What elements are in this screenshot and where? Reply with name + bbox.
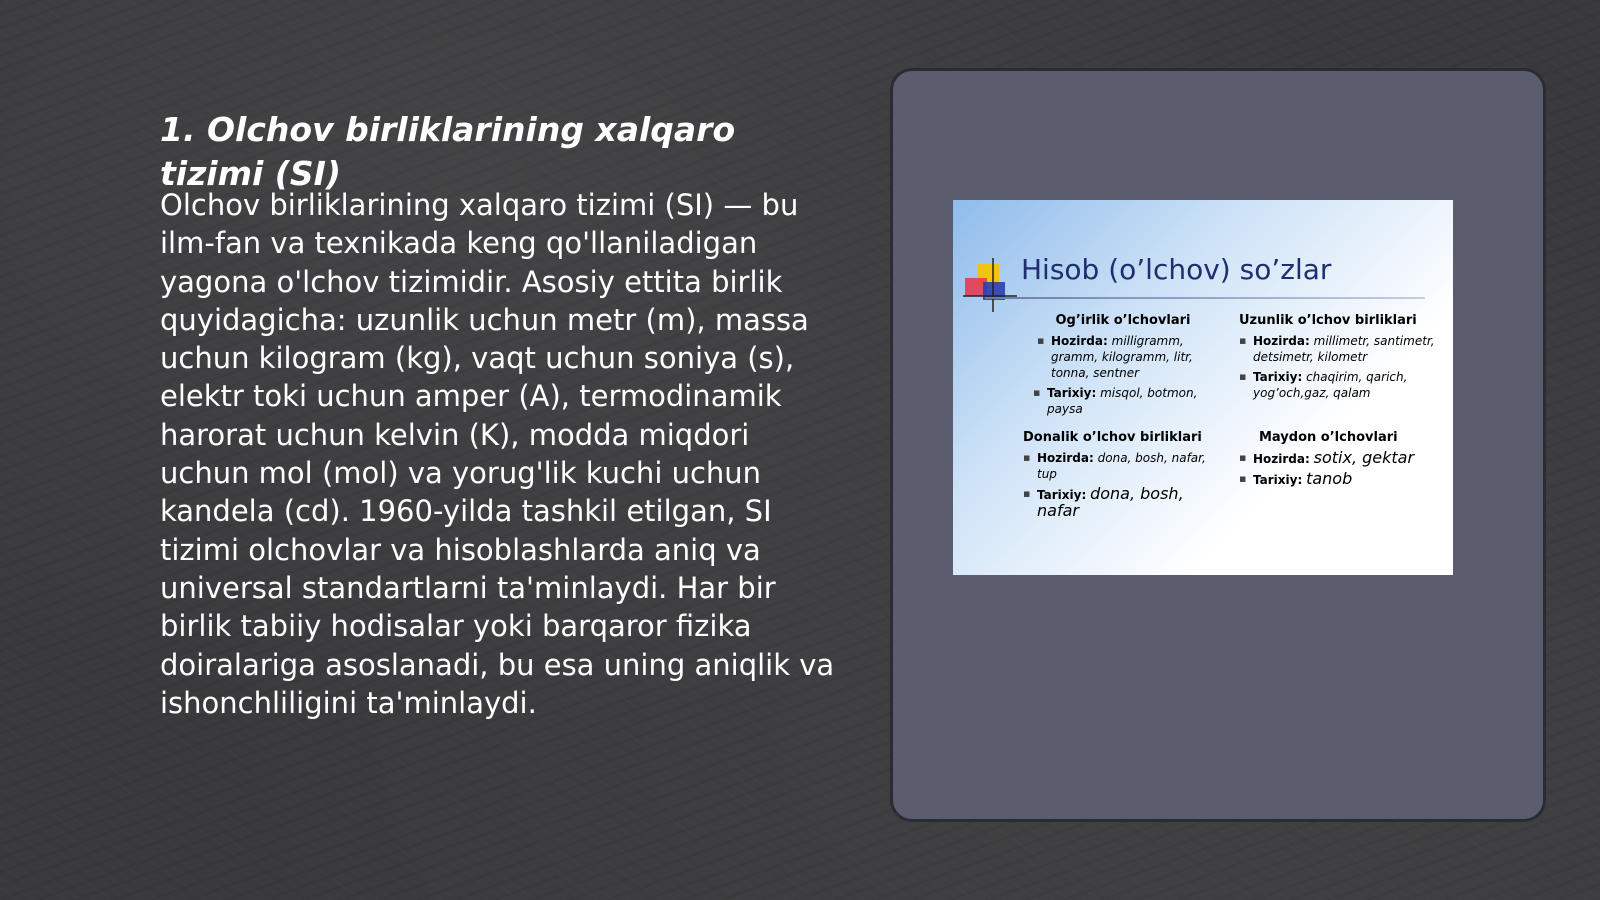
- column-heading: Uzunlik o’lchov birliklari: [1239, 313, 1417, 328]
- column-heading: Og’irlik o’lchovlari: [1055, 313, 1191, 328]
- list-item: ▪ Tarixiy: chaqirim, qarich, yog’och,gaz, qalam: [1239, 370, 1408, 400]
- list-item: ▪ Hozirda: dona, bosh, nafar, tup: [1023, 451, 1206, 481]
- embedded-slide-image: [953, 200, 1453, 575]
- list-item: ▪ Tarixiy: dona, bosh, nafar: [1023, 484, 1184, 520]
- area-units-block: [1239, 430, 1449, 488]
- column-heading: Donalik o’lchov birliklari: [1023, 430, 1202, 445]
- weight-units-block: [1033, 313, 1213, 417]
- bullet-icon: ▪: [1037, 334, 1045, 347]
- bullet-icon: ▪: [1239, 334, 1247, 347]
- list-item: ▪ Hozirda: millimetr, santimetr, detsimetr, kilometr: [1239, 334, 1435, 364]
- bullet-icon: ▪: [1023, 487, 1031, 500]
- length-units-block: [1239, 313, 1439, 401]
- color-squares-logo-icon: [961, 256, 1021, 316]
- bullet-icon: ▪: [1239, 472, 1247, 485]
- bullet-icon: ▪: [1023, 451, 1031, 464]
- list-item: ▪ Tarixiy: misqol, botmon, paysa: [1033, 386, 1198, 416]
- bullet-icon: ▪: [1239, 370, 1247, 383]
- image-frame: [890, 68, 1546, 822]
- count-units-block: [1023, 430, 1223, 520]
- column-heading: Maydon o’lchovlari: [1259, 430, 1398, 445]
- title-divider: [985, 297, 1425, 299]
- bullet-icon: ▪: [1239, 451, 1247, 464]
- slide-body-text: Olchov birliklarining xalqaro tizimi (SI) — bu ilm-fan va texnikada keng qo'llaniladigan yagona o'lchov tizimidir. Asosiy ettita birlik quyidagicha: uzunlik uchun metr (m), massa uchun kilogram (kg), vaqt uchun soniya (s), elektr toki uchun amper (A), termodinamik harorat uchun kelvin (K), modda miqdori uchun mol (mol) va yorug'lik kuchi uchun kandela (cd). 1960-yilda tashkil etilgan, SI tizimi olchovlar va hisoblashlarda aniq va universal standartlarni ta'minlaydi. Har bir birlik tabiiy hodisalar yoki barqaror fizika doiralariga asoslanadi, bu esa uning aniqlik va ishonchliligini ta'minlaydi.: [160, 188, 835, 720]
- list-item: ▪ Tarixiy: tanob: [1239, 469, 1353, 488]
- image-title: Hisob (o’lchov) so’zlar: [1021, 253, 1332, 286]
- bullet-icon: ▪: [1033, 386, 1041, 399]
- list-item: ▪ Hozirda: milligramm, gramm, kilogramm, litr, tonna, sentner: [1037, 334, 1193, 380]
- list-item: ▪ Hozirda: sotix, gektar: [1239, 448, 1415, 467]
- slide-title: 1. Olchov birliklarining xalqaro tizimi (SI): [160, 110, 736, 193]
